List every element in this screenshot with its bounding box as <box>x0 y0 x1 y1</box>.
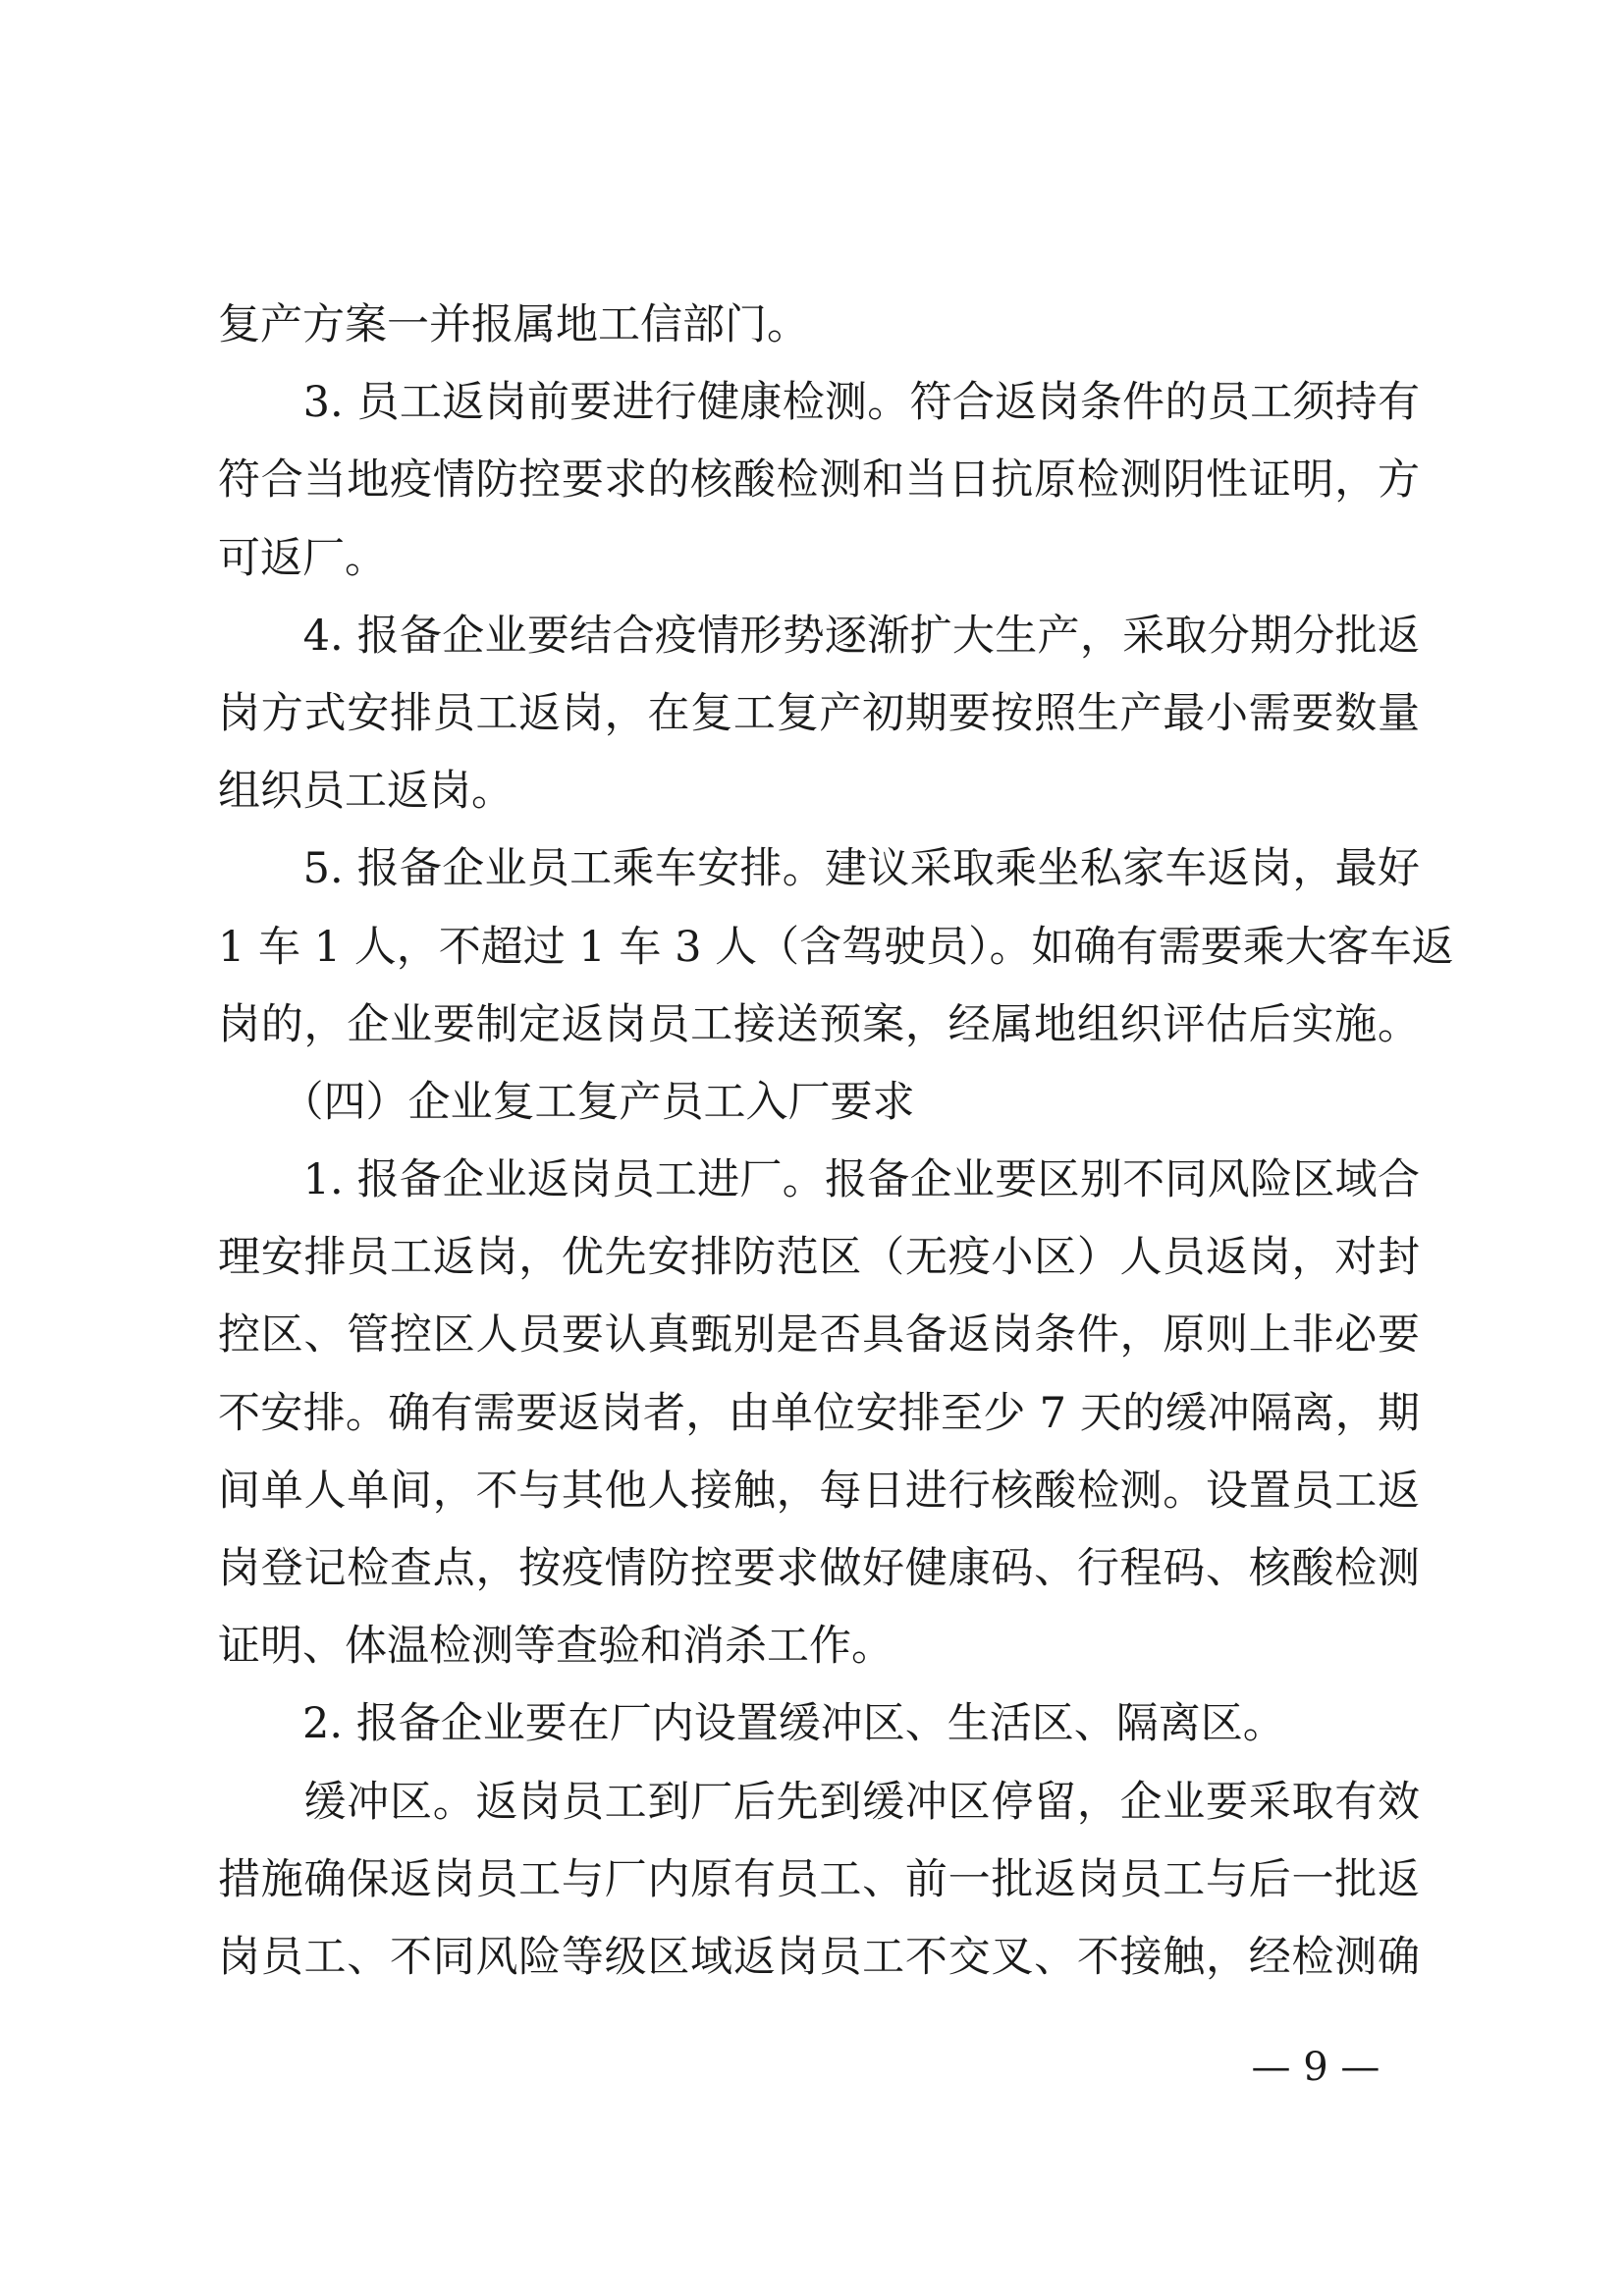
text-line: 复产方案一并报属地工信部门。 <box>218 300 809 349</box>
text-line: 不安排。确有需要返岗者，由单位安排至少 7 天的缓冲隔离，期 <box>218 1388 1420 1438</box>
section-heading: （四）企业复工复产员工入厂要求 <box>218 1077 915 1127</box>
text-line: 1. 报备企业返岗员工进厂。报备企业要区别不同风险区域合 <box>218 1155 1420 1205</box>
text-line: 缓冲区。返岗员工到厂后先到缓冲区停留，企业要采取有效 <box>218 1777 1420 1827</box>
text-line: 5. 报备企业员工乘车安排。建议采取乘坐私家车返岗，最好 <box>218 844 1420 894</box>
text-line: 1 车 1 人，不超过 1 车 3 人（含驾驶员）。如确有需要乘大客车返 <box>218 922 1454 972</box>
text-line: 控区、管控区人员要认真甄别是否具备返岗条件，原则上非必要 <box>218 1310 1420 1361</box>
text-line: 岗登记检查点，按疫情防控要求做好健康码、行程码、核酸检测 <box>218 1544 1420 1593</box>
text-line: 理安排员工返岗，优先安排防范区（无疫小区）人员返岗，对封 <box>218 1233 1420 1283</box>
text-line: 4. 报备企业要结合疫情形势逐渐扩大生产，采取分期分批返 <box>218 611 1420 661</box>
page-number: — 9 — <box>1251 2045 1380 2090</box>
text-line: 岗的，企业要制定返岗员工接送预案，经属地组织评估后实施。 <box>218 999 1420 1049</box>
text-line: 措施确保返岗员工与厂内原有员工、前一批返岗员工与后一批返 <box>218 1854 1420 1904</box>
text-line: 组织员工返岗。 <box>218 767 514 817</box>
text-line: 间单人单间，不与其他人接触，每日进行核酸检测。设置员工返 <box>218 1466 1420 1516</box>
body-text <box>218 287 1454 1997</box>
text-line: 岗方式安排员工返岗，在复工复产初期要按照生产最小需要数量 <box>218 688 1420 738</box>
text-line: 符合当地疫情防控要求的核酸检测和当日抗原检测阴性证明，方 <box>218 455 1420 506</box>
text-line: 3. 员工返岗前要进行健康检测。符合返岗条件的员工须持有 <box>218 378 1420 428</box>
text-line: 证明、体温检测等查验和消杀工作。 <box>218 1622 893 1672</box>
text-line: 岗员工、不同风险等级区域返岗员工不交叉、不接触，经检测确 <box>218 1932 1420 1982</box>
text-line: 2. 报备企业要在厂内设置缓冲区、生活区、隔离区。 <box>218 1699 1285 1749</box>
text-line: 可返厂。 <box>218 533 387 583</box>
